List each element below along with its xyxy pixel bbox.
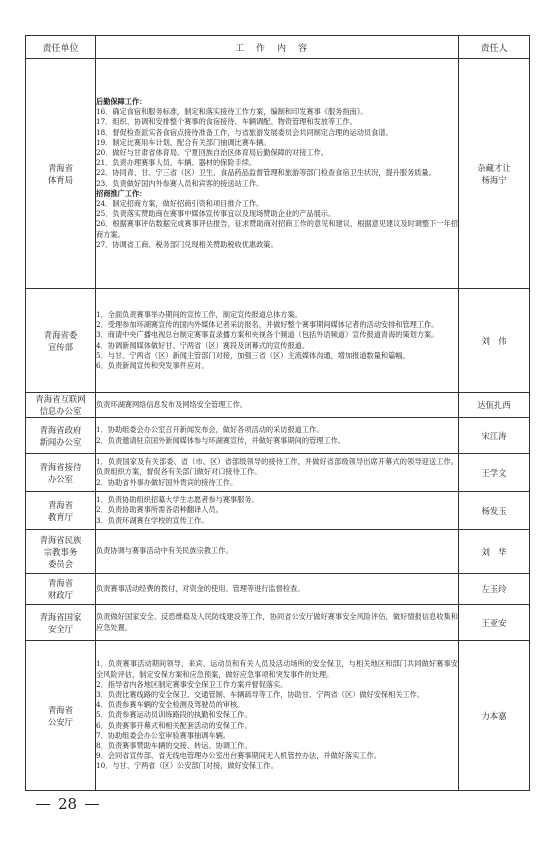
section-heading: 招商推广工作： xyxy=(96,188,147,198)
responsible-unit xyxy=(26,59,96,289)
task-item: 10．与甘、宁两省（区）公安部门对接，做好安保工作。 xyxy=(96,761,278,771)
task-item: 21．负责办理赛事人员、车辆、器材的保险手续。 xyxy=(96,158,257,168)
task-item: 负责环湖赛网络信息发布及网络安全管理工作。 xyxy=(96,399,247,409)
unit-name-line: 新闻办公室 xyxy=(39,436,82,447)
table-row xyxy=(26,641,530,791)
task-item: 1．负责国家及有关部委、省（市、区）省部级领导的接待工作，并做好省部级领导出席开幕式的领导迎送工作。负责组织方案，督促各有关部门做好对口接待工作。 xyxy=(96,457,458,477)
responsible-person xyxy=(459,574,530,605)
table-row xyxy=(26,605,530,641)
task-item: 负责协调与赛事活动中有关民族宗教工作。 xyxy=(96,546,233,556)
work-content xyxy=(96,574,459,605)
unit-name-line: 安全厅 xyxy=(47,623,74,634)
task-item: 1．全面负责赛事举办期间的宣传工作，制定宣传报道总体方案。 xyxy=(96,309,302,319)
task-item: 9．会同省宣传部、省无线电管理办公室出台赛事期间无人机管控办法，并做好落实工作。 xyxy=(96,751,381,761)
table-header-row xyxy=(26,36,530,59)
responsible-unit xyxy=(26,454,96,492)
task-item: 19．制定比赛用车计划，配合有关部门抽调比赛车辆。 xyxy=(96,137,271,147)
task-item: 2．受理参加环湖赛宣传的国内外媒体记者采访报名，并做好整个赛事期间媒体记者的活动安排和管理工作。 xyxy=(96,320,439,330)
unit-name-line: 办公室 xyxy=(47,473,74,484)
task-item: 负责赛事活动经费的拨付，对资金的使用、管理等进行监督检查。 xyxy=(96,583,305,593)
table-row xyxy=(26,574,530,605)
unit-name-line: 教育厅 xyxy=(47,511,74,522)
footer-dash-left xyxy=(36,804,50,805)
header-person: 责任人 xyxy=(459,36,530,59)
person-name-line: 刘 华 xyxy=(481,546,507,557)
table-row xyxy=(26,59,530,289)
unit-name-line: 宗教事务 xyxy=(43,546,78,557)
person-name-line: 宋江涛 xyxy=(481,430,507,441)
work-content xyxy=(96,393,459,418)
person-name-line: 左玉玲 xyxy=(481,584,507,594)
responsible-person xyxy=(459,605,530,641)
responsible-unit xyxy=(26,418,96,454)
task-item: 6．负责新闻宣传和突发事件应对。 xyxy=(96,360,209,370)
unit-name-line: 青海省 xyxy=(47,704,74,715)
task-item: 17．组织、协调和安排整个赛事的食宿接待、车辆调配、物资管理和发放等工作。 xyxy=(96,117,357,127)
task-item: 18．督促检查派实各食宿点接待准备工作，与省旅游发展委员会共同制定合理的运动员食谱。 xyxy=(96,127,393,137)
unit-name-line: 青海省国家 xyxy=(39,611,82,622)
person-name-line: 力本嘉 xyxy=(481,710,507,721)
task-item: 20．做好与甘肃省体育局、宁夏回族自治区体育局后勤保障的对接工作。 xyxy=(96,147,328,157)
person-name-line: 王学文 xyxy=(481,467,507,478)
task-item: 23．负责做好国内外参赛人员和宾客的接送站工作。 xyxy=(96,178,264,188)
task-item: 负责做好国家安全、反恐维稳及人民防线建设等工作，协同省公安厅做好赛事安全风险评估，做好情报信息收集和应急处置。 xyxy=(96,612,458,632)
task-item: 3．商请中央广播电视总台制定赛事直录播方案和央视各个频道（包括外语频道）宣传报道青海的策划方案。 xyxy=(96,330,439,340)
page-footer xyxy=(36,794,126,814)
person-name-line: 王亚安 xyxy=(481,617,507,628)
header-unit: 责任单位 xyxy=(26,36,96,59)
task-item: 2．指导省内各地区制定赛事安全保卫工作方案并督促落实。 xyxy=(96,679,288,689)
responsible-person xyxy=(459,641,530,791)
table-row xyxy=(26,393,530,418)
page-number: 28 xyxy=(58,795,78,813)
responsible-person xyxy=(459,418,530,454)
task-item: 2．负责协助赛事所需各语种翻译人员。 xyxy=(96,505,223,515)
unit-name-line: 体育局 xyxy=(47,174,74,185)
responsible-unit xyxy=(26,289,96,393)
person-name-line: 刘 伟 xyxy=(481,335,507,346)
task-item: 16．确定食宿和服务标准，制定和落实接待工作方案，编制和印发赛事《服务指南》。 xyxy=(96,107,368,117)
responsible-unit xyxy=(26,393,96,418)
work-content xyxy=(96,289,459,393)
unit-name-line: 青海省 xyxy=(47,499,74,510)
table-row xyxy=(26,418,530,454)
unit-name-line: 青海省互联网 xyxy=(35,394,86,404)
work-content xyxy=(96,454,459,492)
unit-name-line: 信息办公室 xyxy=(39,406,82,416)
unit-name-line: 青海省政府 xyxy=(39,424,82,435)
work-content xyxy=(96,492,459,530)
responsible-unit xyxy=(26,492,96,530)
person-name-line: 杨海宁 xyxy=(481,174,507,185)
unit-name-line: 青海省接待 xyxy=(39,461,82,472)
task-item: 7．协助组委会办公室审验赛事抽调车辆。 xyxy=(96,730,230,740)
responsibility-table xyxy=(25,35,530,791)
task-item: 2．协助省外事办做好国外贵宾的接待工作。 xyxy=(96,477,238,487)
task-item: 3．负责比赛线路的安全保卫、交通管制、车辆疏导等工作，协助甘、宁两省（区）做好安保相关工作。 xyxy=(96,689,425,699)
task-item: 1．协助组委会办公室召开新闻发布会，做好各项活动的采访报道工作。 xyxy=(96,425,324,435)
person-name-line: 杂藏才让 xyxy=(477,162,511,173)
header-content xyxy=(96,36,459,59)
header-content-label: 工作内容 xyxy=(234,43,319,54)
table-row xyxy=(26,454,530,492)
responsible-person xyxy=(459,530,530,574)
responsible-person xyxy=(459,454,530,492)
unit-name-line: 财政厅 xyxy=(47,590,74,600)
responsible-unit xyxy=(26,605,96,641)
section-heading: 后勤保障工作： xyxy=(96,96,147,106)
responsible-person xyxy=(459,492,530,530)
unit-name-line: 青海省 xyxy=(47,162,74,173)
task-item: 27．协调省工商、税务部门兑现相关赞助税收优惠政策。 xyxy=(96,239,278,249)
task-item: 22．协同青、甘、宁三省（区）卫生、食品药品监督管理和旅游等部门检查食宿卫生状况，提升服务质量。 xyxy=(96,168,436,178)
responsible-person xyxy=(459,289,530,393)
unit-name-line: 宣传部 xyxy=(47,341,74,352)
task-item: 26．根据赛事评估数据完成赛事评估报告，征求赞助商对招商工作的意见和建议，根据意见建议及时调整下一年招商方案。 xyxy=(96,219,458,239)
table-body xyxy=(26,59,530,791)
unit-name-line: 青海省委 xyxy=(43,329,78,340)
table-row xyxy=(26,530,530,574)
work-content xyxy=(96,605,459,641)
task-item: 4．协调新闻媒体做好甘、宁两省（区）赛段及闭幕式的宣传报道。 xyxy=(96,340,310,350)
unit-name-line: 青海省 xyxy=(47,578,74,588)
task-item: 5．负责参赛运动员训练路段的执勤和安保工作。 xyxy=(96,710,252,720)
footer-dash-right xyxy=(85,804,99,805)
unit-name-line: 青海省民族 xyxy=(39,534,82,545)
task-item: 4．负责参赛车辆的安全检测及驾驶员的审核。 xyxy=(96,700,245,710)
table-row xyxy=(26,492,530,530)
work-content xyxy=(96,418,459,454)
unit-name-line: 委员会 xyxy=(47,558,74,569)
task-item: 5．与甘、宁两省（区）新闻主管部门对接，加强三省（区）主流媒体沟通，增加报道数量和篇幅。 xyxy=(96,350,410,360)
unit-name-line: 公安厅 xyxy=(47,716,74,727)
task-item: 3．负责环湖赛在学校的宣传工作。 xyxy=(96,515,209,525)
task-item: 2．负责邀请驻京国外新闻媒体参与环湖赛宣传，并做好赛事期间的管理工作。 xyxy=(96,435,345,445)
work-content xyxy=(96,59,459,289)
person-name-line: 杨发玉 xyxy=(481,505,507,516)
task-item: 1．负责赛事活动期间领导、来宾、运动员和有关人员及活动场所的安全保卫，与相关地区和部门共同做好赛事安全风险评估，制定安保方案和应急预案，做好应急事项和突发事件的处理。 xyxy=(96,659,458,679)
responsible-unit xyxy=(26,574,96,605)
responsible-unit xyxy=(26,530,96,574)
work-content xyxy=(96,530,459,574)
task-item: 24．制定招商方案，做好招商引资和项目推介工作。 xyxy=(96,199,264,208)
responsible-unit xyxy=(26,641,96,791)
task-item: 25．负责落实赞助商在赛事中媒体宣传事宜以及现场赞助企业的产品展示。 xyxy=(96,209,336,219)
table-row xyxy=(26,289,530,393)
responsible-person xyxy=(459,393,530,418)
person-name-line: 达佤扎西 xyxy=(477,400,511,410)
task-item: 1．负责协助组织招募大学生志愿者参与赛事服务。 xyxy=(96,495,259,505)
responsible-person xyxy=(459,59,530,289)
task-item: 8．负责赛事赞助车辆的交接、转运、协调工作。 xyxy=(96,741,252,750)
task-item: 6．负责赛事开幕式和相关配套活动的安保工作。 xyxy=(96,720,252,730)
work-content xyxy=(96,641,459,791)
